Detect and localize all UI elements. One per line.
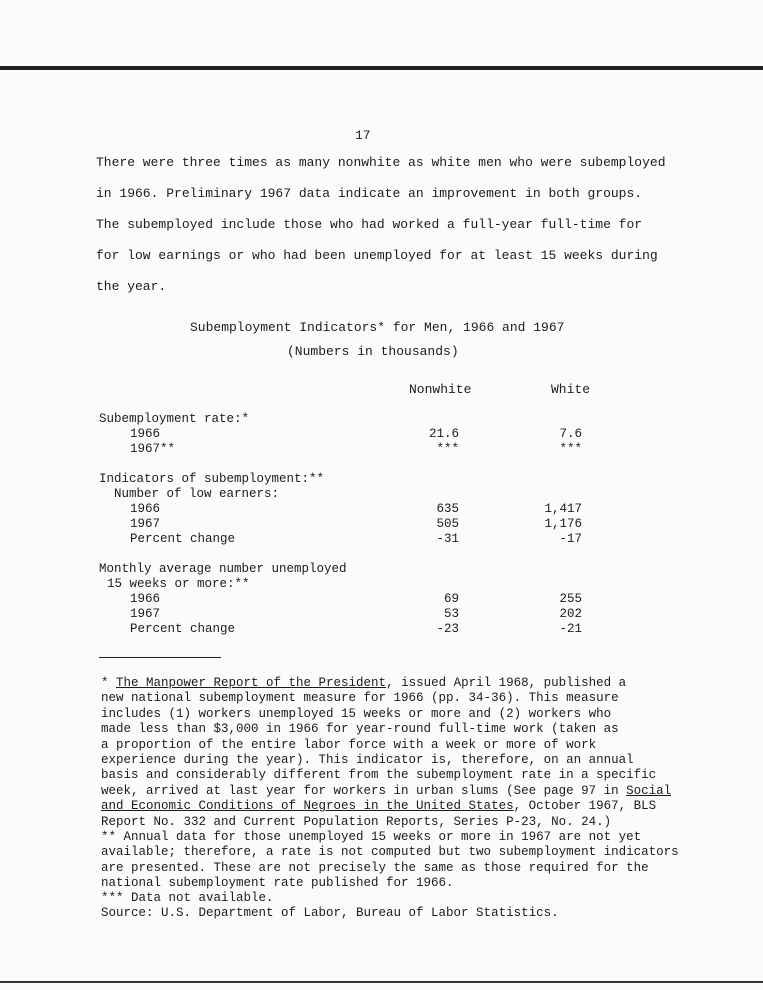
publication-title: and Economic Conditions of Negroes in the United States [101,799,514,814]
table-row [99,607,619,622]
row-label: Subemployment rate:* [99,412,250,426]
table-row [99,427,619,442]
intro-line: the year. [96,279,167,294]
footnote-line: made less than $3,000 in 1966 for year-round full-time work (taken as [101,722,619,737]
nonwhite-value: 69 [443,592,459,606]
row-label: 1967** [130,442,176,456]
footnote-line: new national subemployment measure for 1966 (pp. 34-36). This measure [101,691,619,706]
table-subtitle: (Numbers in thousands) [287,344,459,359]
footnote-text: , October 1967, BLS [513,799,657,814]
source-line: Source: U.S. Department of Labor, Bureau of Labor Statistics. [101,906,559,920]
nonwhite-value: -23 [436,622,459,636]
table-row [99,622,619,637]
footnote-text: week, arrived at last year for workers in urban slums (See page 97 in [101,783,627,798]
publication-title: Social [626,783,672,798]
nonwhite-value: -31 [436,532,459,546]
table-row [99,442,619,457]
row-label: Number of low earners: [114,487,280,501]
table-row [99,517,619,532]
footnote-line: basis and considerably different from the subemployment rate in a specific [101,768,657,783]
section-heading [99,472,619,487]
page-number: 17 [355,128,371,143]
white-value: 255 [559,592,582,606]
footnote-line: available; therefore, a rate is not computed but two subemployment indicators [101,845,679,860]
report-title: The Manpower Report of the President [116,676,387,690]
row-label: 15 weeks or more:** [107,577,250,591]
footnote-marker: * [101,676,117,690]
table-row [99,592,619,607]
footnote-line: a proportion of the entire labor force with a week or more of work [101,737,597,752]
nonwhite-value: 21.6 [428,427,459,441]
nonwhite-value: 635 [436,502,459,516]
intro-line: There were three times as many nonwhite as white men who were subemployed [96,155,666,170]
section-subheading [99,487,619,502]
subemployment-table [99,412,619,637]
footnotes [101,676,691,907]
intro-line: The subemployed include those who had worked a full-year full-time for [96,217,643,232]
intro-line: in 1966. Preliminary 1967 data indicate an improvement in both groups. [96,186,643,201]
row-label: 1966 [130,427,161,441]
row-label: Percent change [130,532,236,546]
row-label: 1966 [130,502,161,516]
intro-paragraph [96,151,666,306]
white-value: 1,417 [544,502,582,516]
footnote-line [101,784,691,799]
table-row [99,502,619,517]
section-subheading [99,577,619,592]
intro-line: for low earnings or who had been unemployed for at least 15 weeks during [96,248,658,263]
footnote-line [101,676,691,691]
section-heading [99,562,619,577]
white-value: 1,176 [544,517,582,531]
section-heading [99,412,619,427]
top-rule [0,66,763,70]
white-value: *** [559,442,582,456]
nonwhite-value: 505 [436,517,459,531]
footnote-line: are presented. These are not precisely the same as those required for the [101,860,649,875]
row-label: 1966 [130,592,161,606]
white-value: -17 [559,532,582,546]
footnote-line: national subemployment rate published for 1966. [101,876,454,891]
table-row [99,532,619,547]
footnote-line: Report No. 332 and Current Population Reports, Series P-23, No. 24.) [101,814,612,829]
row-label: 1967 [130,607,161,621]
white-value: 202 [559,607,582,621]
row-label: 1967 [130,517,161,531]
nonwhite-value: 53 [443,607,459,621]
table-title: Subemployment Indicators* for Men, 1966 and 1967 [190,320,565,335]
footnote-line [101,799,691,814]
footnote-line: experience during the year). This indicator is, therefore, on an annual [101,752,634,767]
footnote-line: *** Data not available. [101,891,274,906]
footnote-line: ** Annual data for those unemployed 15 weeks or more in 1967 are not yet [101,829,642,844]
column-header-white: White [551,382,591,397]
footnote-text: , issued April 1968, published a [386,676,627,690]
bottom-rule [0,981,763,983]
footnote-line: includes (1) workers unemployed 15 weeks or more and (2) workers who [101,706,612,721]
white-value: 7.6 [559,427,582,441]
row-label: Monthly average number unemployed [99,562,347,576]
footnote-rule [99,657,221,658]
column-header-nonwhite: Nonwhite [409,382,472,397]
row-label: Indicators of subemployment:** [99,472,325,486]
row-label: Percent change [130,622,236,636]
nonwhite-value: *** [436,442,459,456]
white-value: -21 [559,622,582,636]
